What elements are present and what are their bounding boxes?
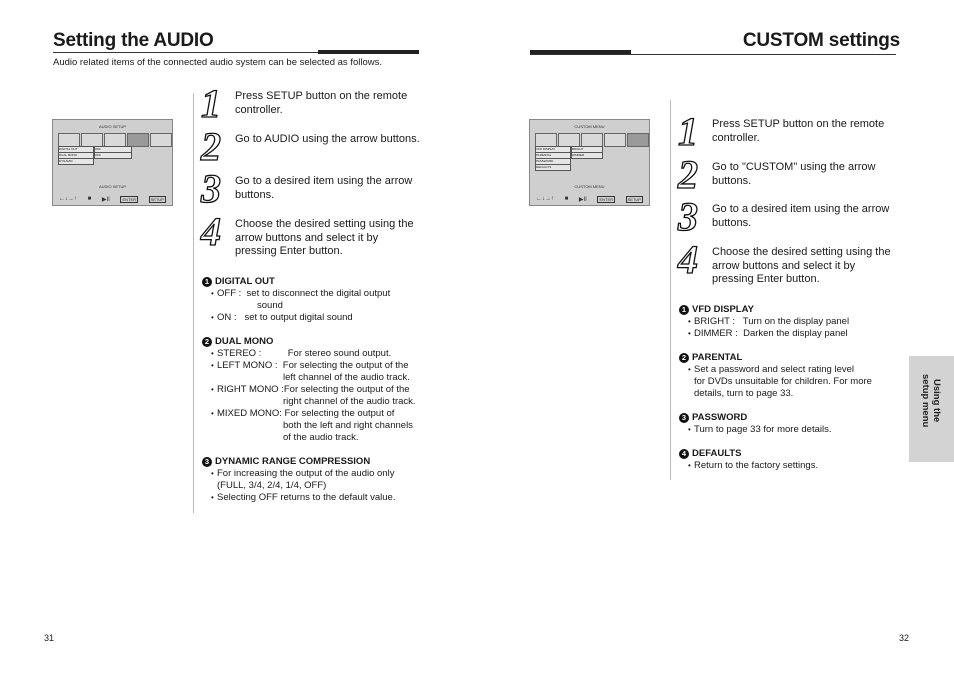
step-number: 2 xyxy=(201,124,221,169)
section-line: • ON : set to output digital sound xyxy=(211,312,432,324)
section-heading xyxy=(202,456,432,468)
page-number-left: 31 xyxy=(44,633,55,643)
number-badge-icon: 2 xyxy=(679,353,689,363)
screen-tile xyxy=(58,133,80,147)
section-line: • DIMMER : Darken the display panel xyxy=(688,328,889,340)
screen-menu-row: DEFAULTS xyxy=(535,164,571,171)
arrows-icon: ←↓→↑ xyxy=(536,196,554,202)
section-line: • For increasing the output of the audio only xyxy=(211,468,432,480)
step-number: 4 xyxy=(201,209,221,254)
left-intro-text: Audio related items of the connected audio system can be selected as follows. xyxy=(53,57,382,68)
right-title-bar xyxy=(530,50,631,54)
stop-icon: ■ xyxy=(87,196,92,202)
side-tab-line: setup menu xyxy=(920,374,931,428)
screen-menu-row: DIGITAL OUT xyxy=(58,146,94,153)
screen-tile xyxy=(558,133,580,147)
section-line: • RIGHT MONO :For selecting the output of the xyxy=(211,384,432,396)
setup-icon: SETUP xyxy=(627,196,641,202)
screen-value-box: BRIGHT xyxy=(571,146,603,153)
side-tab-label xyxy=(920,374,942,427)
play-pause-icon: ▶II xyxy=(101,196,110,203)
step-text: Go to AUDIO using the arrow buttons. xyxy=(235,133,420,145)
screen-menu-row: DUAL MONO xyxy=(58,152,94,159)
screen-tile xyxy=(104,133,126,147)
section-line: • Set a password and select rating level xyxy=(688,364,889,376)
section-heading-text: DUAL MONO xyxy=(215,336,274,347)
side-tab-line: Using the xyxy=(931,379,942,423)
section-line: • OFF : set to disconnect the digital output xyxy=(211,288,432,300)
step-text: Choose the desired setting using the arrow buttons and select it by pressing Enter button. xyxy=(712,246,891,285)
screen-footer: CUSTOM MENU xyxy=(574,184,605,189)
right-page-title: CUSTOM settings xyxy=(742,30,900,51)
audio-setup-screen xyxy=(52,119,173,206)
section-line: details, turn to page 33. xyxy=(694,388,794,399)
section-line: • Turn to page 33 for more details. xyxy=(688,424,889,436)
screen-value-box: DIMMER xyxy=(571,152,603,159)
section-heading-text: DIGITAL OUT xyxy=(215,276,275,287)
feature-section xyxy=(679,448,889,472)
side-tab xyxy=(909,356,954,462)
section-line: • Return to the factory settings. xyxy=(688,460,889,472)
screen-controls xyxy=(59,195,166,203)
screen-tile xyxy=(581,133,603,147)
section-heading xyxy=(679,352,889,364)
step-number: 2 xyxy=(678,152,698,197)
screen-title: AUDIO SETUP xyxy=(98,124,127,129)
arrows-icon: ←↓→↑ xyxy=(59,196,77,202)
step-number: 3 xyxy=(201,166,221,211)
left-column-divider xyxy=(193,93,194,513)
step-text: Go to a desired item using the arrow buttons. xyxy=(712,203,890,229)
screen-tile xyxy=(604,133,626,147)
feature-section xyxy=(202,276,432,324)
step-text: Go to "CUSTOM" using the arrow buttons. xyxy=(712,161,876,187)
section-line: • Selecting OFF returns to the default value. xyxy=(211,492,432,504)
screen-tile-selected xyxy=(627,133,649,147)
section-heading-text: PARENTAL xyxy=(692,352,743,363)
feature-section xyxy=(679,412,889,436)
right-sections xyxy=(679,304,889,484)
play-pause-icon: ▶II xyxy=(578,196,587,203)
screen-menu-row: DYNAMIC xyxy=(58,158,94,165)
page-number-right: 32 xyxy=(899,633,910,643)
feature-section xyxy=(679,304,889,340)
section-heading xyxy=(202,276,432,288)
number-badge-icon: 4 xyxy=(679,449,689,459)
section-line: for DVDs unsuitable for children. For more xyxy=(694,376,872,387)
section-line: • LEFT MONO : For selecting the output of the xyxy=(211,360,432,372)
screen-tile-selected xyxy=(127,133,149,147)
custom-menu-screen xyxy=(529,119,650,206)
section-heading xyxy=(679,448,889,460)
screen-menu-row: PASSWORD xyxy=(535,158,571,165)
feature-section xyxy=(202,456,432,504)
stop-icon: ■ xyxy=(564,196,569,202)
step-text: Choose the desired setting using the arrow buttons and select it by pressing Enter button. xyxy=(235,218,414,257)
number-badge-icon: 2 xyxy=(202,337,212,347)
section-heading-text: DEFAULTS xyxy=(692,448,742,459)
section-line: • STEREO : For stereo sound output. xyxy=(211,348,432,360)
step-text: Press SETUP button on the remote controller. xyxy=(235,90,408,116)
screen-tile xyxy=(81,133,103,147)
right-title-rule xyxy=(530,54,896,55)
section-line: sound xyxy=(257,300,283,311)
section-line: (FULL, 3/4, 2/4, 1/4, OFF) xyxy=(217,480,327,491)
section-heading xyxy=(679,412,889,424)
section-heading-text: DYNAMIC RANGE COMPRESSION xyxy=(215,456,371,467)
setup-icon: SETUP xyxy=(150,196,164,202)
number-badge-icon: 3 xyxy=(679,413,689,423)
step-number: 1 xyxy=(201,81,221,126)
screen-value-box: OFF xyxy=(94,146,132,153)
feature-section xyxy=(679,352,889,400)
section-line: • BRIGHT : Turn on the display panel xyxy=(688,316,889,328)
screen-menu-row: VFD DISPLAY xyxy=(535,146,571,153)
left-sections xyxy=(202,276,432,516)
enter-icon: ENTER xyxy=(599,196,614,202)
section-heading xyxy=(679,304,889,316)
step-number: 3 xyxy=(678,194,698,239)
screen-menu-row: PARENTAL xyxy=(535,152,571,159)
screen-footer: AUDIO SETUP xyxy=(98,184,127,189)
section-line: right channel of the audio track. xyxy=(283,396,416,407)
left-page-title: Setting the AUDIO xyxy=(53,30,214,51)
section-line: • MIXED MONO: For selecting the output of xyxy=(211,408,432,420)
number-badge-icon: 3 xyxy=(202,457,212,467)
section-heading xyxy=(202,336,432,348)
feature-section xyxy=(202,336,432,444)
screen-value-box: OFF xyxy=(94,152,132,159)
section-heading-text: PASSWORD xyxy=(692,412,748,423)
screen-tile xyxy=(150,133,172,147)
screen-tile xyxy=(535,133,557,147)
left-title-bar xyxy=(318,50,419,54)
step-number: 4 xyxy=(678,237,698,282)
section-line: left channel of the audio track. xyxy=(283,372,410,383)
step-text: Go to a desired item using the arrow buttons. xyxy=(235,175,413,201)
number-badge-icon: 1 xyxy=(679,305,689,315)
screen-title: CUSTOM MENU xyxy=(574,124,605,129)
section-heading-text: VFD DISPLAY xyxy=(692,304,754,315)
screen-controls xyxy=(536,195,643,203)
step-text: Press SETUP button on the remote controller. xyxy=(712,118,885,144)
enter-icon: ENTER xyxy=(122,196,137,202)
right-column-divider xyxy=(670,100,671,480)
section-line: both the left and right channels xyxy=(283,420,413,431)
step-number: 1 xyxy=(678,109,698,154)
section-line: of the audio track. xyxy=(283,432,359,443)
number-badge-icon: 1 xyxy=(202,277,212,287)
